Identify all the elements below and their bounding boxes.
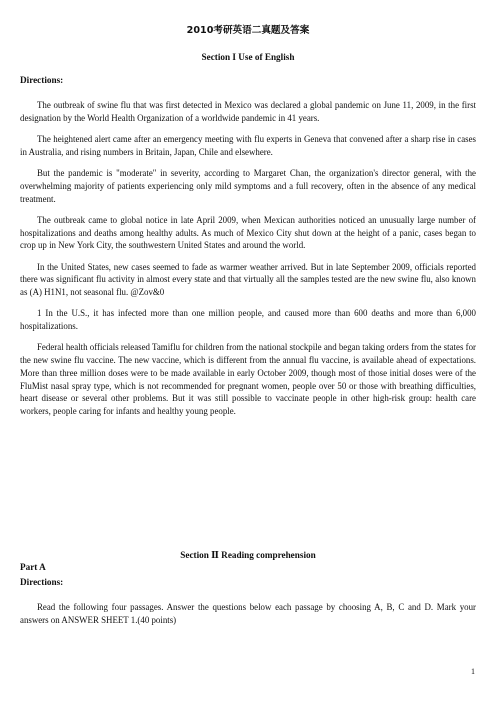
paragraph: In the United States, new cases seemed to fade as warmer weather arrived. But in late September 2009, officials reported there was significant flu activity in almost every state and that virtually all the samples tested are the new swine flu, also known as (A) H1N1, not seasonal flu. @Zov&0 — [20, 261, 476, 298]
document-title: 2010考研英语二真题及答案 — [186, 25, 310, 36]
paragraph: But the pandemic is "moderate" in severity, according to Margaret Chan, the organization's director general, with the overwhelming majority of patients experiencing only mild symptoms and a full recovery, often in the absence of any medical treatment. — [20, 167, 476, 204]
paragraph: 1 In the U.S., it has infected more than one million people, and caused more than 600 deaths and more than 6,000 hospitalizations. — [20, 308, 476, 332]
paragraph: The outbreak of swine flu that was first detected in Mexico was declared a global pandemic on June 11, 2009, in the first designation by the World Health Organization of a worldwide pandemic in 41 years. — [20, 100, 476, 123]
section-2-heading: Section Ⅱ Reading comprehension — [180, 550, 316, 560]
section-1-heading: Section I Use of English — [201, 52, 295, 62]
directions-label: Directions: — [20, 75, 64, 85]
page-number: 1 — [471, 667, 475, 676]
instructions-text: Read the following four passages. Answer the questions below each passage by choosing A, B, C and D. Mark your answers on ANSWER SHEET 1.(40 points) — [20, 602, 476, 625]
passage-body — [20, 99, 476, 426]
paragraph: The outbreak came to global notice in late April 2009, when Mexican authorities noticed an unusually large number of hospitalizations and deaths among healthy adults. As much of Mexico City shut down at the height of a panic, cases began to crop up in New York City, the southwestern United States and around the world. — [20, 214, 476, 251]
paragraph: The heightened alert came after an emergency meeting with flu experts in Geneva that convened after a sharp rise in cases in Australia, and rising numbers in Britain, Japan, Chile and elsewhere. — [20, 133, 476, 157]
part-label: Part A — [20, 562, 46, 572]
instructions — [20, 601, 476, 627]
paragraph: Federal health officials released Tamiflu for children from the national stockpile and began taking orders from the states for the new swine flu vaccine. The new vaccine, which is different from the annual flu vaccine, is available ahead of expectations. More than three million doses were to be made available in early October 2009, though most of those initial doses were of the FluMist nasal spray type, which is not recommended for pregnant women, people over 50 or those with breathing difficulties, heart disease or several other problems. But it was still possible to vaccinate people in other high-risk group: health care workers, people caring for infants and healthy young people. — [20, 342, 476, 417]
directions-label-2: Directions: — [20, 577, 64, 587]
